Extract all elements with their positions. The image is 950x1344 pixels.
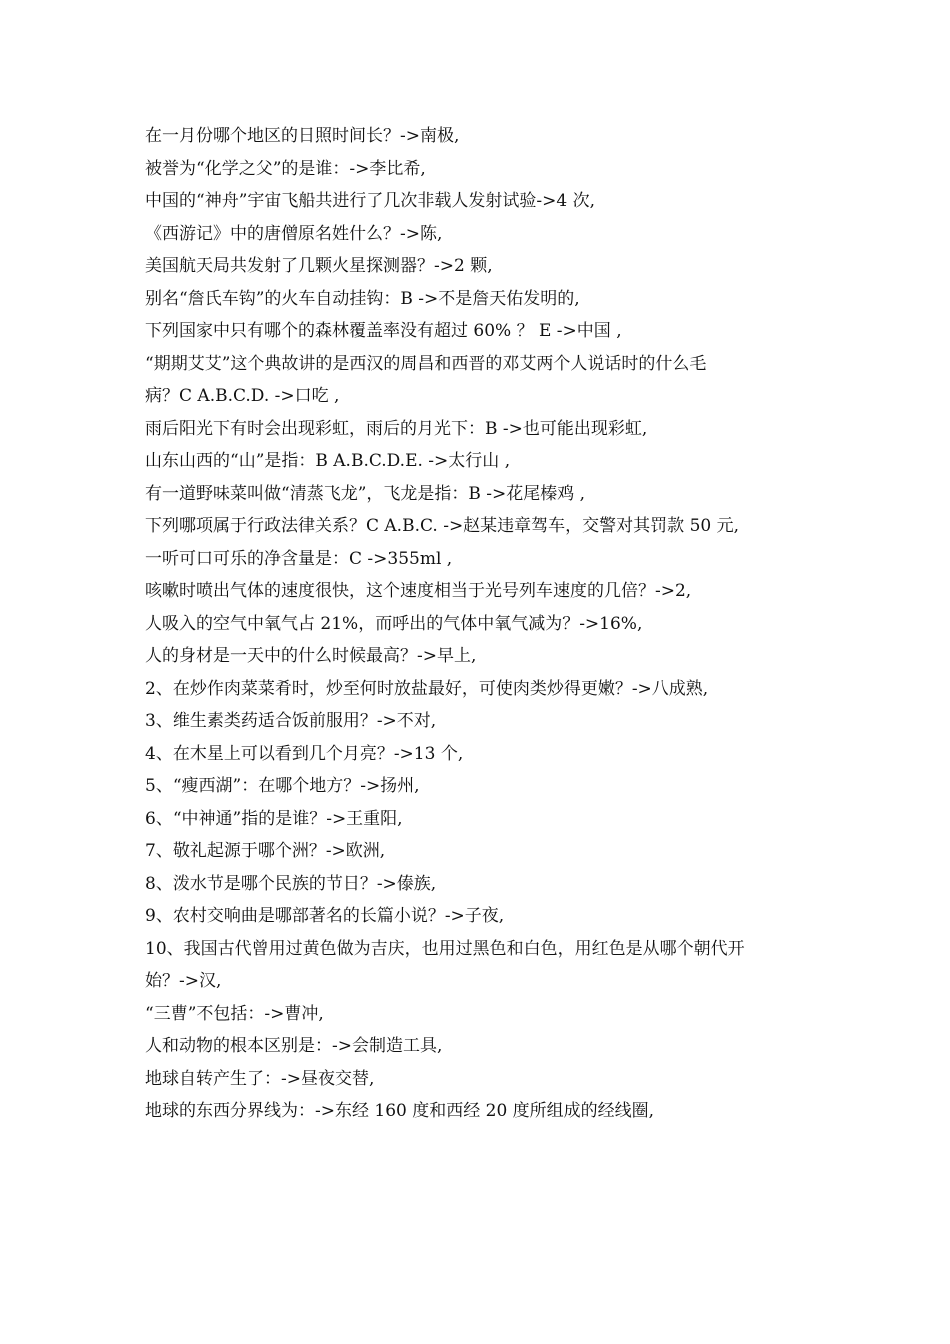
text-line: 9、农村交响曲是哪部著名的长篇小说？->子夜, [145, 906, 505, 926]
text-line: 别名“詹氏车钩”的火车自动挂钩：B ->不是詹天佑发明的, [145, 288, 580, 309]
text-line: 6、“中神通”指的是谁？->王重阳, [145, 808, 403, 829]
text-line: 有一道野味菜叫做“清蒸飞龙”，飞龙是指：B ->花尾榛鸡 , [145, 483, 586, 504]
text-line: 人吸入的空气中氧气占 21%，而呼出的气体中氧气减为？->16%, [145, 613, 643, 634]
text-line: 中国的“神舟”宇宙飞船共进行了几次非载人发射试验->4 次, [145, 191, 595, 211]
text-line: “期期艾艾”这个典故讲的是西汉的周昌和西晋的邓艾两个人说话时的什么毛 [145, 353, 707, 374]
text-line: 10、我国古代曾用过黄色做为吉庆，也用过黑色和白色，用红色是从哪个朝代开 [145, 938, 745, 959]
text-line: 美国航天局共发射了几颗火星探测器？->2 颗, [145, 256, 493, 276]
document-body [145, 120, 815, 1128]
text-line: 7、敬礼起源于哪个洲？->欧洲, [145, 841, 386, 861]
text-line: 地球自转产生了：->昼夜交替, [145, 1068, 375, 1089]
text-line: 人的身材是一天中的什么时候最高？->早上, [145, 646, 477, 666]
text-line: 8、泼水节是哪个民族的节日？->傣族, [145, 873, 437, 894]
text-line: 下列国家中只有哪个的森林覆盖率没有超过 60% ？ E ->中国 , [145, 321, 622, 341]
text-line: “三曹”不包括：->曹冲, [145, 1003, 324, 1024]
text-line: 下列哪项属于行政法律关系？C A.B.C. ->赵某违章驾车，交警对其罚款 50 元, [145, 516, 740, 536]
text-line: 2、在炒作肉菜菜肴时，炒至何时放盐最好，可使肉类炒得更嫩？->八成熟, [145, 678, 709, 699]
text-line: 3、维生素类药适合饭前服用？->不对, [145, 711, 437, 731]
text-line: 4、在木星上可以看到几个月亮？->13 个, [145, 743, 464, 764]
text-line: 《西游记》中的唐僧原名姓什么？->陈, [145, 223, 443, 244]
text-line: 5、“瘦西湖”：在哪个地方？->扬州, [145, 776, 420, 796]
text-line: 人和动物的根本区别是：->会制造工具, [145, 1036, 443, 1056]
text-line: 咳嗽时喷出气体的速度很快，这个速度相当于光号列车速度的几倍？->2, [145, 581, 692, 601]
text-line: 在一月份哪个地区的日照时间长？->南极, [145, 126, 460, 146]
text-line: 雨后阳光下有时会出现彩虹，雨后的月光下：B ->也可能出现彩虹, [145, 418, 648, 439]
text-line: 地球的东西分界线为：->东经 160 度和西经 20 度所组成的经线圈, [145, 1101, 655, 1121]
text-line: 一听可口可乐的净含量是：C ->355ml , [145, 548, 453, 569]
text-line: 病？C A.B.C.D. ->口吃 , [145, 386, 340, 406]
text-line: 被誉为“化学之父”的是谁：->李比希, [145, 158, 426, 179]
text-line: 始？->汉, [145, 971, 222, 991]
text-line: 山东山西的“山”是指：B A.B.C.D.E. ->太行山 , [145, 451, 511, 471]
